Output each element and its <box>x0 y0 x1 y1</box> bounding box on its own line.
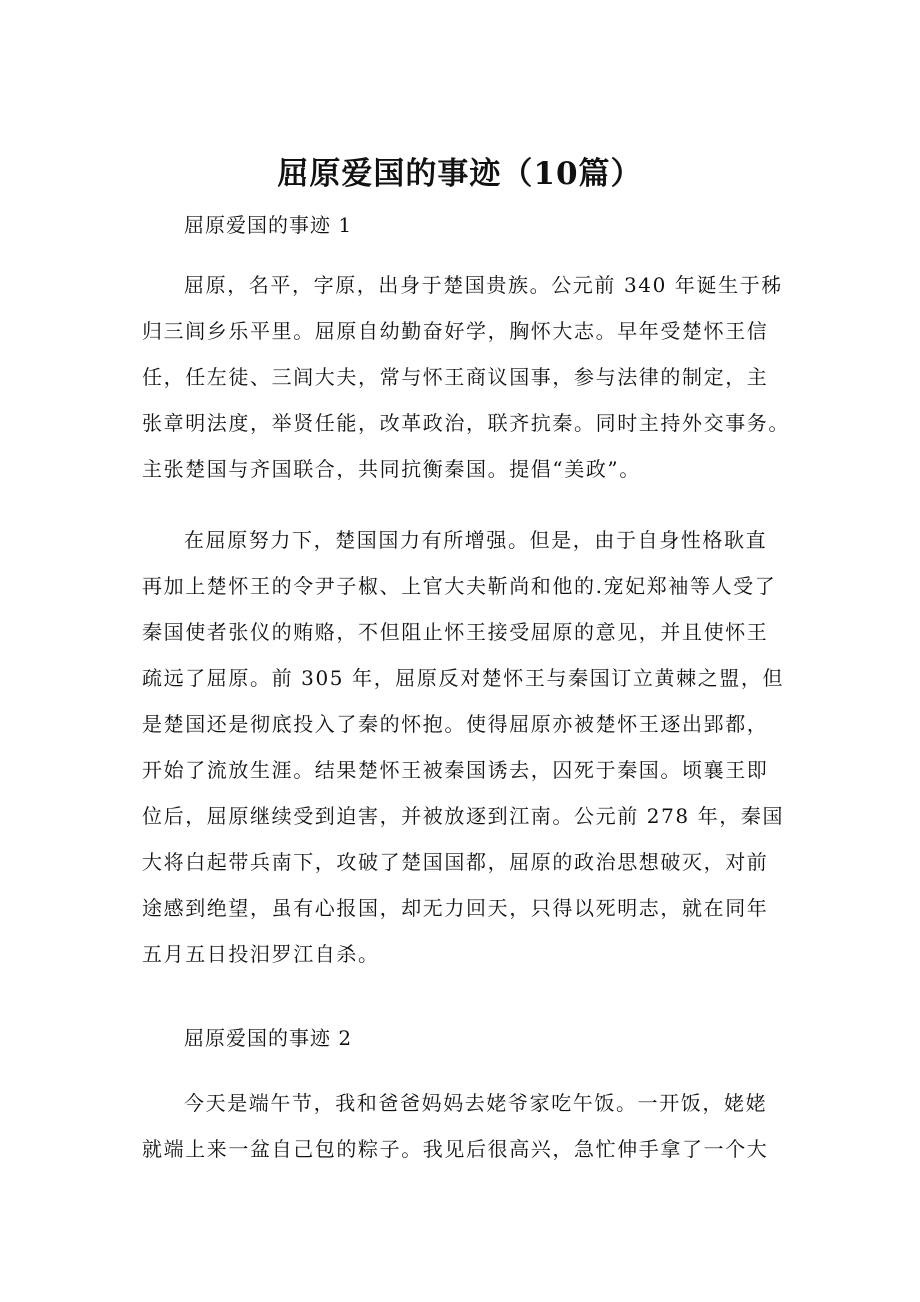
section-heading-1: 屈原爱国的事迹 1 <box>184 213 353 237</box>
paragraph-line: 屈原，名平，字原，出身于楚国贵族。公元前 340 年诞生于秭 <box>184 273 783 297</box>
paragraph-line: 位后，屈原继续受到迫害，并被放逐到江南。公元前 278 年，秦国 <box>142 804 785 828</box>
paragraph-line: 任，任左徒、三闾大夫，常与怀王商议国事，参与法律的制定，主 <box>142 365 769 389</box>
paragraph-line: 五月五日投汨罗江自杀。 <box>142 942 380 966</box>
paragraph-line: 开始了流放生涯。结果楚怀王被秦国诱去，囚死于秦国。顷襄王即 <box>142 758 769 782</box>
paragraph-line: 归三闾乡乐平里。屈原自幼勤奋好学，胸怀大志。早年受楚怀王信 <box>142 319 769 343</box>
paragraph-line: 今天是端午节，我和爸爸妈妈去姥爷家吃午饭。一开饭，姥姥 <box>184 1091 768 1115</box>
paragraph-line: 就端上来一盆自己包的粽子。我见后很高兴，急忙伸手拿了一个大 <box>142 1137 769 1161</box>
paragraph-line: 途感到绝望，虽有心报国，却无力回天，只得以死明志，就在同年 <box>142 896 769 920</box>
paragraph-line: 再加上楚怀王的令尹子椒、上官大夫靳尚和他的.宠妃郑袖等人受了 <box>142 574 777 598</box>
paragraph-line: 大将白起带兵南下，攻破了楚国国都，屈原的政治思想破灭，对前 <box>142 850 769 874</box>
paragraph-line: 张章明法度，举贤任能，改革政治，联齐抗秦。同时主持外交事务。 <box>142 411 790 435</box>
paragraph-line: 是楚国还是彻底投入了秦的怀抱。使得屈原亦被楚怀王逐出郢都， <box>142 712 769 736</box>
paragraph-line: 在屈原努力下，楚国国力有所增强。但是，由于自身性格耿直 <box>184 528 768 552</box>
paragraph-line: 疏远了屈原。前 305 年，屈原反对楚怀王与秦国订立黄棘之盟，但 <box>142 666 785 690</box>
document-title: 屈原爱国的事迹（10篇） <box>277 156 643 192</box>
paragraph-line: 主张楚国与齐国联合，共同抗衡秦国。提倡“美政”。 <box>142 457 641 481</box>
section-heading-2: 屈原爱国的事迹 2 <box>184 1026 353 1050</box>
paragraph-line: 秦国使者张仪的贿赂，不但阻止怀王接受屈原的意见，并且使怀王 <box>142 620 769 644</box>
